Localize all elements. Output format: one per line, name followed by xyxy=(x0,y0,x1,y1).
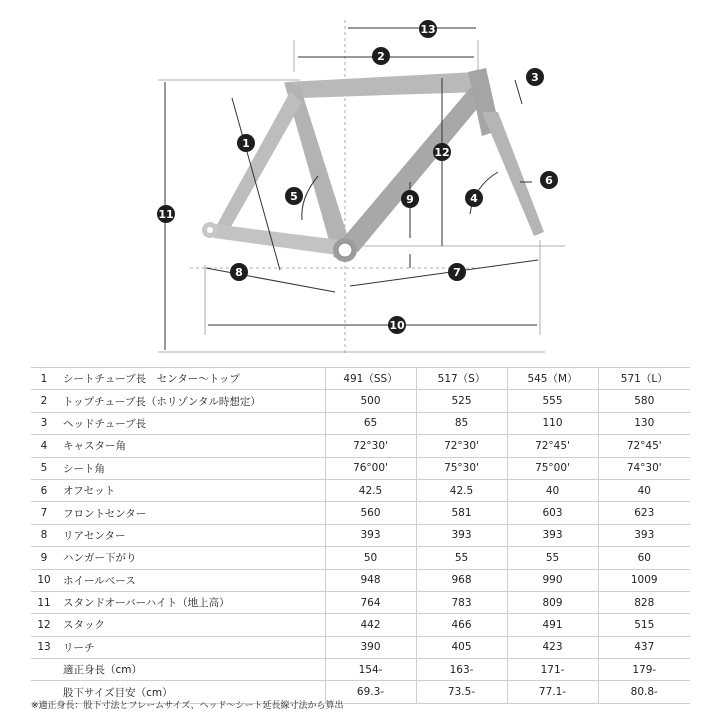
cell-value: 72°45' xyxy=(598,435,690,457)
row-number: 4 xyxy=(31,435,57,457)
row-number: 12 xyxy=(31,614,57,636)
callout-11 xyxy=(157,205,175,223)
table-row xyxy=(31,614,690,636)
cell-value: 405 xyxy=(416,636,507,658)
cell-value: 560 xyxy=(325,502,416,524)
callout-6 xyxy=(540,171,558,189)
row-label: シートチューブ長 センター〜トップ xyxy=(57,368,325,390)
row-number: 1 xyxy=(31,368,57,390)
footnote: ※適正身長：股下寸法とフレームサイズ、ヘッド〜シート延長線寸法から算出 xyxy=(31,701,344,711)
cell-value: 555 xyxy=(507,390,598,412)
cell-value: 828 xyxy=(598,591,690,613)
row-number: 13 xyxy=(31,636,57,658)
cell-value: 40 xyxy=(598,479,690,501)
cell-value: 809 xyxy=(507,591,598,613)
table-row xyxy=(31,435,690,457)
row-number: 2 xyxy=(31,390,57,412)
table-row xyxy=(31,412,690,434)
callout-5 xyxy=(285,187,303,205)
cell-value: 50 xyxy=(325,547,416,569)
cell-value: 393 xyxy=(598,524,690,546)
row-number: 5 xyxy=(31,457,57,479)
row-label: ハンガー下がり xyxy=(57,547,325,569)
svg-text:5: 5 xyxy=(290,190,298,203)
cell-value: 423 xyxy=(507,636,598,658)
svg-text:6: 6 xyxy=(545,174,553,187)
cell-value: 437 xyxy=(598,636,690,658)
row-label: スタック xyxy=(57,614,325,636)
size-header: 491（SS） xyxy=(325,368,416,390)
cell-value: 466 xyxy=(416,614,507,636)
cell-value: 393 xyxy=(325,524,416,546)
callout-4 xyxy=(465,189,483,207)
row-label: リーチ xyxy=(57,636,325,658)
cell-value: 74°30' xyxy=(598,457,690,479)
cell-value: 72°30' xyxy=(416,435,507,457)
cell-value: 75°30' xyxy=(416,457,507,479)
row-label: トップチューブ長（ホリゾンタル時想定） xyxy=(57,390,325,412)
cell-value: 491 xyxy=(507,614,598,636)
cell-value: 623 xyxy=(598,502,690,524)
row-number: 8 xyxy=(31,524,57,546)
row-label: キャスター角 xyxy=(57,435,325,457)
svg-text:11: 11 xyxy=(158,208,174,221)
cell-value: 42.5 xyxy=(325,479,416,501)
callout-2 xyxy=(372,47,390,65)
svg-text:8: 8 xyxy=(235,266,243,279)
row-label: スタンドオーバーハイト（地上高） xyxy=(57,591,325,613)
table-row xyxy=(31,547,690,569)
table-row xyxy=(31,457,690,479)
callout-3 xyxy=(526,68,544,86)
cell-value: 171- xyxy=(507,659,598,681)
cell-value: 580 xyxy=(598,390,690,412)
cell-value: 581 xyxy=(416,502,507,524)
table-row xyxy=(31,479,690,501)
cell-value: 75°00' xyxy=(507,457,598,479)
svg-text:4: 4 xyxy=(470,192,478,205)
row-number: 3 xyxy=(31,412,57,434)
svg-text:10: 10 xyxy=(389,319,405,332)
cell-value: 85 xyxy=(416,412,507,434)
cell-value: 764 xyxy=(325,591,416,613)
table-row xyxy=(31,390,690,412)
cell-value: 525 xyxy=(416,390,507,412)
cell-value: 390 xyxy=(325,636,416,658)
cell-value: 73.5- xyxy=(416,681,507,703)
cell-value: 783 xyxy=(416,591,507,613)
svg-text:3: 3 xyxy=(531,71,539,84)
cell-value: 1009 xyxy=(598,569,690,591)
size-header: 545（M） xyxy=(507,368,598,390)
cell-value: 500 xyxy=(325,390,416,412)
cell-value: 515 xyxy=(598,614,690,636)
row-label: ホイールベース xyxy=(57,569,325,591)
callout-7 xyxy=(448,263,466,281)
callout-8 xyxy=(230,263,248,281)
callout-10 xyxy=(388,316,406,334)
geometry-table xyxy=(31,367,690,704)
cell-value: 42.5 xyxy=(416,479,507,501)
row-number: 6 xyxy=(31,479,57,501)
row-number xyxy=(31,659,57,681)
row-number: 7 xyxy=(31,502,57,524)
cell-value: 55 xyxy=(507,547,598,569)
cell-value: 76°00' xyxy=(325,457,416,479)
svg-text:9: 9 xyxy=(406,193,414,206)
cell-value: 393 xyxy=(416,524,507,546)
svg-text:12: 12 xyxy=(434,146,450,159)
callout-13 xyxy=(419,20,437,38)
table-row xyxy=(31,569,690,591)
bike-frame xyxy=(202,68,544,262)
row-label: リアセンター xyxy=(57,524,325,546)
cell-value: 80.8- xyxy=(598,681,690,703)
callout-badges xyxy=(157,20,558,334)
size-header: 571（L） xyxy=(598,368,690,390)
cell-value: 154- xyxy=(325,659,416,681)
svg-text:1: 1 xyxy=(242,137,250,150)
table-row xyxy=(31,659,690,681)
table-row xyxy=(31,636,690,658)
table-row xyxy=(31,368,690,390)
cell-value: 442 xyxy=(325,614,416,636)
row-number: 11 xyxy=(31,591,57,613)
cell-value: 603 xyxy=(507,502,598,524)
callout-1 xyxy=(237,134,255,152)
size-header: 517（S） xyxy=(416,368,507,390)
row-label: オフセット xyxy=(57,479,325,501)
cell-value: 968 xyxy=(416,569,507,591)
cell-value: 55 xyxy=(416,547,507,569)
callout-9 xyxy=(401,190,419,208)
svg-text:2: 2 xyxy=(377,50,385,63)
table-row xyxy=(31,524,690,546)
cell-value: 110 xyxy=(507,412,598,434)
row-label: ヘッドチューブ長 xyxy=(57,412,325,434)
reference-lines xyxy=(158,20,565,355)
cell-value: 72°30' xyxy=(325,435,416,457)
row-number: 10 xyxy=(31,569,57,591)
svg-text:13: 13 xyxy=(420,23,436,36)
cell-value: 163- xyxy=(416,659,507,681)
cell-value: 60 xyxy=(598,547,690,569)
cell-value: 130 xyxy=(598,412,690,434)
cell-value: 72°45' xyxy=(507,435,598,457)
cell-value: 393 xyxy=(507,524,598,546)
row-label: シート角 xyxy=(57,457,325,479)
cell-value: 77.1- xyxy=(507,681,598,703)
cell-value: 69.3- xyxy=(325,681,416,703)
table-row xyxy=(31,502,690,524)
row-number: 9 xyxy=(31,547,57,569)
cell-value: 40 xyxy=(507,479,598,501)
row-label: 股下サイズ目安（cm） xyxy=(57,681,325,703)
callout-12 xyxy=(433,143,451,161)
row-label: フロントセンター xyxy=(57,502,325,524)
table-row xyxy=(31,591,690,613)
cell-value: 65 xyxy=(325,412,416,434)
geometry-table-body xyxy=(31,368,690,704)
cell-value: 990 xyxy=(507,569,598,591)
cell-value: 948 xyxy=(325,569,416,591)
svg-text:7: 7 xyxy=(453,266,461,279)
row-label: 適正身長（cm） xyxy=(57,659,325,681)
cell-value: 179- xyxy=(598,659,690,681)
